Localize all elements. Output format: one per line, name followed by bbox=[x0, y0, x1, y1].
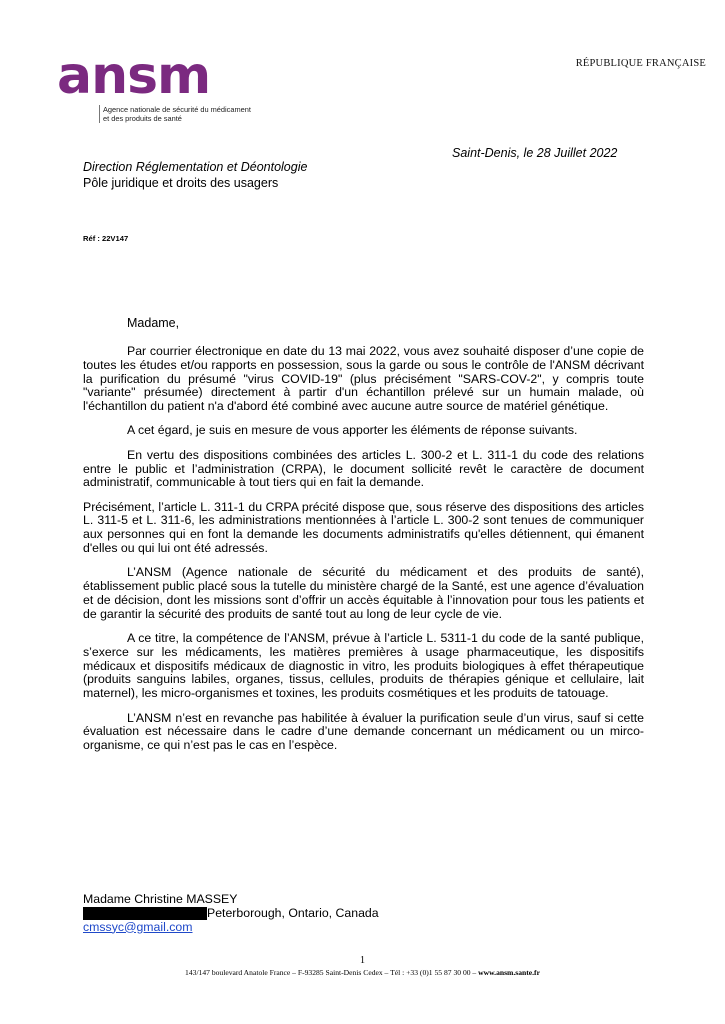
paragraph-request: Par courrier électronique en date du 13 mai 2022, vous avez souhaité disposer d’une copie de toutes les études et/ou rapports en possession, sous la garde ou sous le contrôle de l'ANSM décrivant la purification du présumé "virus COVID-19" (plus précisément "SARS-COV-2", y compris toute "variante" présumée) directement à partir d'un échantillon prélevé sur un humain malade, où l'échantillon du patient n'a d'abord été combiné avec aucune autre source de matériel génétique. bbox=[83, 344, 644, 414]
place-and-date: Saint-Denis, le 28 Juillet 2022 bbox=[452, 146, 618, 160]
logo-tagline bbox=[99, 105, 251, 123]
ansm-logo bbox=[57, 55, 287, 135]
redaction-bar bbox=[83, 907, 207, 920]
paragraph-ansm-competence: A ce titre, la compétence de l’ANSM, prévue à l’article L. 5311-1 du code de la santé publique, s’exerce sur les médicaments, les matières premières à usage pharmaceutique, les dispositifs médicaux et dispositifs médicaux de diagnostic in vitro, les produits biologiques à effet thérapeutique (produits sanguins labiles, organes, tissus, cellules, produits de thérapies génique et cellulaire, lait maternel), les micro-organismes et toxines, les produits cosmétiques et les produits de tatouage. bbox=[83, 631, 644, 701]
recipient-block bbox=[83, 893, 379, 934]
footer-address bbox=[0, 968, 725, 977]
paragraph-intro-response: A cet égard, je suis en mesure de vous apporter les éléments de réponse suivants. bbox=[127, 423, 578, 438]
paragraph-conclusion: L’ANSM n’est en revanche pas habilitée à évaluer la purification seule d’un virus, sauf si cette évaluation est nécessaire dans le cadre d’une demande concernant un médicament ou un mirco-organisme, ce qui n’est pas le cas en l’espèce. bbox=[83, 710, 644, 753]
footer-website-link[interactable]: www.ansm.sante.fr bbox=[478, 968, 540, 977]
letter-body bbox=[83, 345, 644, 763]
reference-number: Réf : 22V147 bbox=[83, 234, 129, 243]
ansm-logo-mark bbox=[57, 55, 227, 107]
recipient-address-row bbox=[83, 907, 379, 921]
paragraph-legal-basis: En vertu des dispositions combinées des articles L. 300-2 et L. 311-1 du code des relations entre le public et l’administration (CRPA), le document sollicité revêt le caractère de document administratif, communicable à tout tiers qui en fait la demande. bbox=[83, 447, 644, 490]
logo-tagline-line-1: Agence nationale de sécurité du médicament bbox=[103, 105, 251, 114]
recipient-name: Madame Christine MASSEY bbox=[83, 892, 238, 906]
logo-tagline-line-2: et des produits de santé bbox=[103, 114, 182, 123]
paragraph-ansm-description: L’ANSM (Agence nationale de sécurité du médicament et des produits de santé), établissement public placé sous la tutelle du ministère chargé de la Santé, est une agence d’évaluation et de décision, dont les missions sont d’offrir un accès équitable à l’innovation pour tous les patients et de garantir la sécurité des produits de santé tout au long de leur cycle de vie. bbox=[83, 565, 644, 621]
sender-block bbox=[83, 159, 307, 191]
sender-pole: Pôle juridique et droits des usagers bbox=[83, 176, 279, 190]
republique-francaise-label: RÉPUBLIQUE FRANÇAISE bbox=[575, 58, 706, 69]
paragraph-crpa: Précisément, l’article L. 311-1 du CRPA précité dispose que, sous réserve des dispositions des articles L. 311-5 et L. 311-6, les administrations mentionnées à l’article L. 300-2 sont tenues de communiquer aux personnes qui en font la demande les documents administratifs qu'elles détiennent, qui émanent d'elles ou qui lui ont été adressés. bbox=[83, 499, 644, 556]
recipient-email-link[interactable]: cmssyc@gmail.com bbox=[83, 919, 193, 934]
recipient-address: Peterborough, Ontario, Canada bbox=[207, 905, 379, 920]
page-number: 1 bbox=[360, 955, 365, 966]
footer-address-text: 143/147 boulevard Anatole France – F-93285 Saint-Denis Cedex – Tél : +33 (0)1 55 87 30 00 – bbox=[185, 968, 479, 977]
sender-direction: Direction Réglementation et Déontologie bbox=[83, 160, 308, 174]
salutation: Madame, bbox=[127, 316, 180, 330]
logo-wordmark: ansm bbox=[57, 55, 211, 106]
